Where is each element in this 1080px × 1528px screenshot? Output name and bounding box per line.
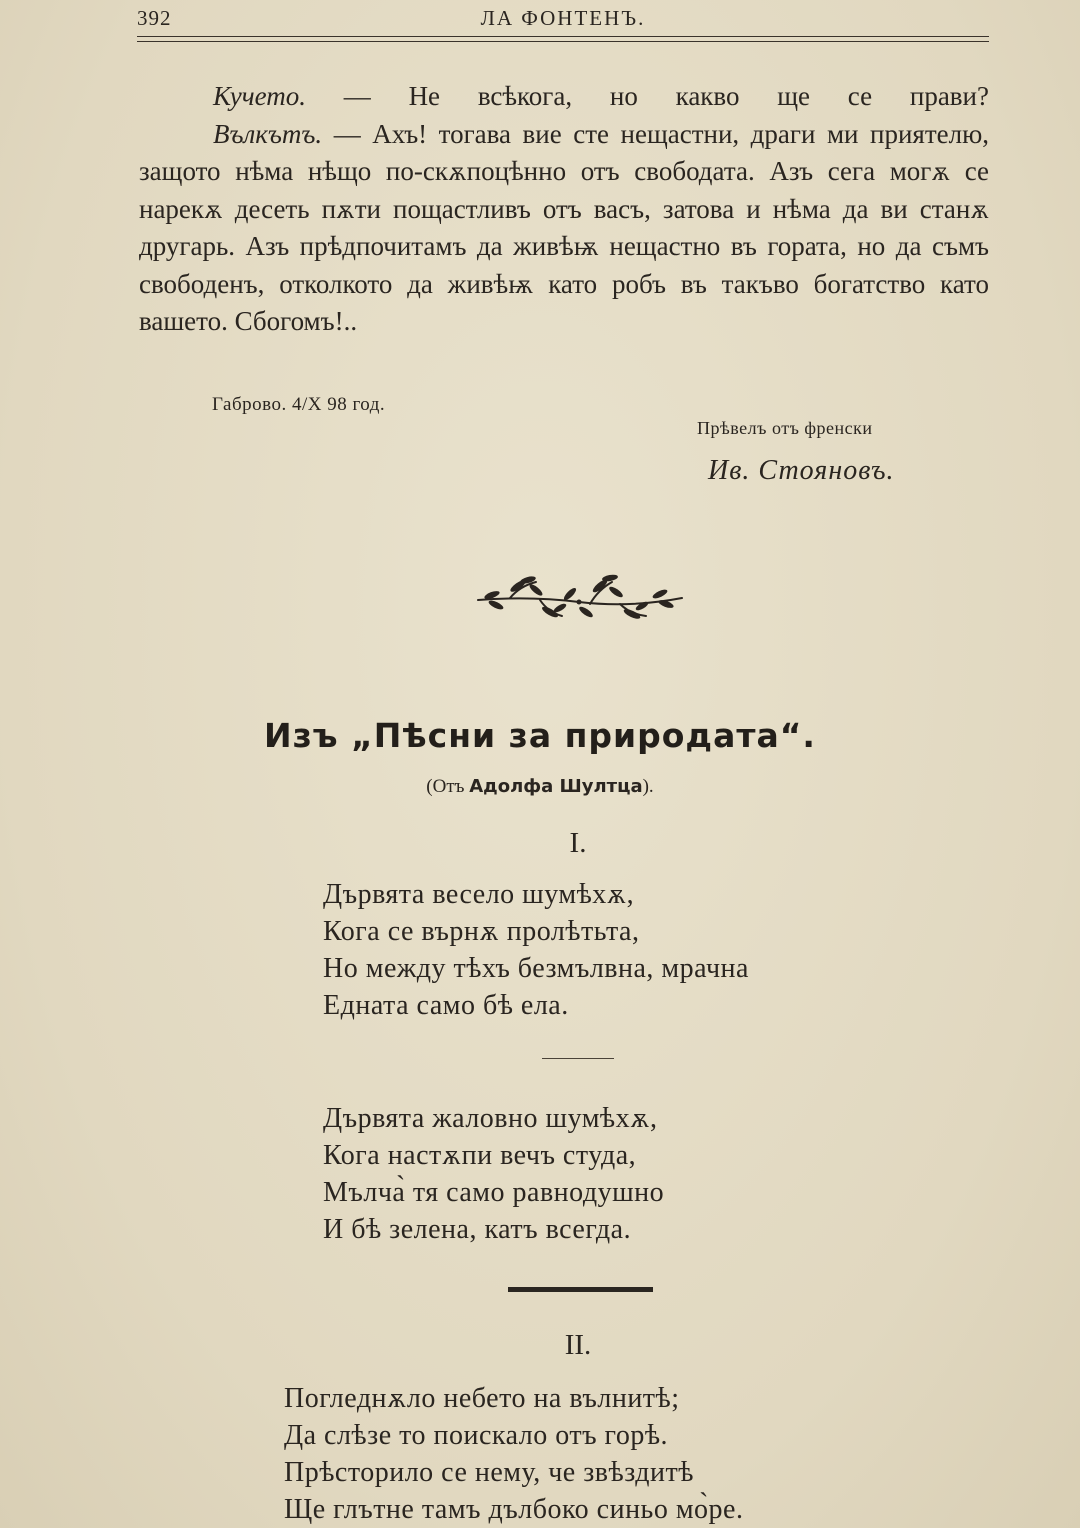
- poem-line: Да слѣзе то поискало отъ горѣ.: [284, 1420, 669, 1451]
- page-number: 392: [137, 6, 172, 30]
- page-header: [137, 4, 989, 34]
- stanza-2: [323, 1100, 664, 1248]
- dialogue-text-wolf: — Ахъ! тогава вие сте нещастни, драги ми приятелю, защото нѣма нѣщо по-скѫпоцѣнно отъ свободата. Азъ сега могѫ се нарекѫ десеть пѫти пощастливъ отъ васъ, затова и нѣма да ви станѫ другарь. Азъ прѣдпочитамъ да живѣѭ нещастно въ гората, но да съмъ свободенъ, отколкото да живѣѭ като робъ въ такъво богатство като вашето. Сбогомъ!..: [139, 118, 989, 336]
- translator-note: Прѣвелъ отъ френски: [697, 418, 873, 438]
- author-suffix: ).: [642, 776, 654, 797]
- poem-line: Мълча̀ тя само равнодушно: [323, 1177, 665, 1208]
- running-head: ЛА ФОНТЕНЪ.: [480, 6, 646, 30]
- poem-line: Ще глътне тамъ дълбоко синьо мо̀ре.: [284, 1494, 744, 1525]
- poem-line: И бѣ зелена, катъ всегда.: [323, 1214, 632, 1245]
- place-date: Габрово. 4/X 98 год.: [212, 394, 386, 415]
- dialogue-paragraph-dog: [139, 78, 989, 116]
- laurel-branch-ornament-icon: [470, 568, 688, 624]
- prose-block: [139, 78, 989, 341]
- poem-line: Прѣсторило се нему, че звѣздитѣ: [284, 1457, 694, 1488]
- translator-name: Ив. Стояновъ.: [708, 455, 895, 486]
- author-prefix: (Отъ: [426, 776, 465, 797]
- poem-title: Изъ „Пѣсни за природата“.: [264, 716, 816, 755]
- poem-line: Дървята жаловно шумѣхѫ,: [323, 1103, 658, 1134]
- poem-line: Но между тѣхъ безмълвна, мрачна: [323, 953, 749, 984]
- section-numeral-2: II.: [564, 1329, 592, 1361]
- poem-line: Кога се върнѫ пролѣтьта,: [323, 916, 640, 947]
- poem-line: Дървята весело шумѣхѫ,: [323, 879, 635, 910]
- stanza-separator-rule: [542, 1058, 614, 1059]
- section-separator-rule: [508, 1287, 653, 1292]
- section-numeral-1: I.: [569, 827, 587, 859]
- poem-line: Погледнѫло небето на вълнитѣ;: [284, 1383, 680, 1414]
- dialogue-paragraph-wolf: [139, 116, 989, 341]
- poem-line: Едната само бѣ ела.: [323, 990, 569, 1021]
- header-double-rule: [137, 36, 989, 42]
- poem-author: [0, 776, 1080, 798]
- speaker-dog: Кучето.: [213, 81, 307, 111]
- stanza-1: [323, 876, 749, 1024]
- speaker-wolf: Вълкътъ.: [213, 118, 323, 149]
- dialogue-text-dog: — Не всѣкога, но какво ще се прави?: [306, 81, 989, 111]
- stanza-3: [284, 1380, 743, 1528]
- poem-line: Кога настѫпи вечъ студа,: [323, 1140, 637, 1171]
- author-name: Адолфа Шултца: [469, 776, 643, 797]
